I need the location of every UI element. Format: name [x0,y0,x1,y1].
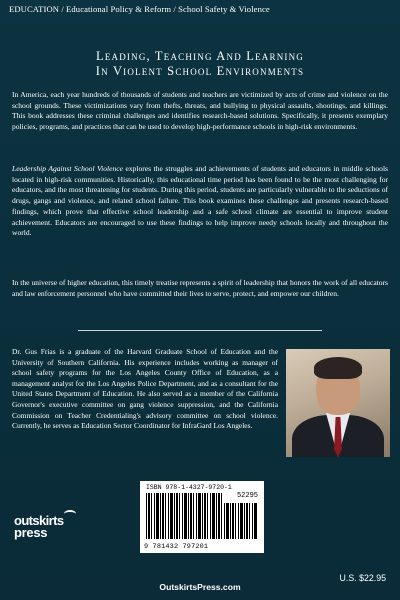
paragraph-2-text: explores the struggles and achievements of students and educators in middle schools located in high-risk communities. Historically, this educational time period has been found to be the most challenging for educators, and the most threatening for students. During this period, students are particularly vulnerable to the seductions of drugs, gangs and violence, and related school failure. This book examines these challenges and presents research-based findings, which prove that effective school leadership and a safe school climate are essential to improve student achievement. Educators are encouraged to use these findings to help improve needy schools locally and throughout the world. [12,164,388,238]
publisher-logo-top: outskirts [14,513,64,528]
barcode-digits: 9 781432 797201 [144,543,209,551]
category-line: EDUCATION / Educational Policy & Reform / School Safety & Violence [9,4,270,14]
description-paragraph-2 [12,164,388,239]
description-paragraph-1: In America, each year hundreds of thousands of students and teachers are victimized by acts of crime and violence on the school grounds. These victimizations vary from thefts, threats, and bullying to physical assaults, shootings, and killings. This book addresses these criminal challenges and identifies research-based solutions. Specifically, it presents exemplary policies, programs, and practices that can be used to develop high-performance schools in high-risk environments. [12,90,388,132]
book-title-italic: Leadership Against School Violence [12,164,123,173]
photo-hair [314,357,362,379]
title-line-1: Leading, Teaching And Learning [95,49,304,63]
price: U.S. $22.95 [339,573,386,583]
logo-arrow-icon [64,510,76,518]
author-bio: Dr. Gus Frias is a graduate of the Harvard Graduate School of Education and the University of Southern California. His experience includes working as manager of school safety programs for the Los Angeles County Office of Education, as a management analyst for the Los Angeles Police Department, and as a consultant for the United States Department of Education. He also served as a member of the California Governor's executive committee on gang violence suppression, and the California Commission on Teacher Credentialing's advisory committee on school violence. Currently, he serves as Education Sector Coordinator for InfraGard Los Angeles. [12,347,278,431]
publisher-logo-bottom: press [14,525,48,540]
publisher-logo [14,515,76,539]
isbn-barcode [140,481,264,553]
description-paragraph-3: In the universe of higher education, this timely treatise represents a spirit of leadership that honors the work of all educators and law enforcement personnel who have committed their lives to serve, protect, and empower our children. [12,278,388,298]
book-title [0,49,400,79]
barcode-supplement: 52295 [224,492,258,503]
title-line-2: In Violent School Environments [95,64,305,78]
section-divider [78,330,322,331]
publisher-website: OutskirtsPress.com [159,582,241,592]
author-photo [286,349,390,457]
isbn-label: ISBN 978-1-4327-9720-1 [146,484,232,491]
